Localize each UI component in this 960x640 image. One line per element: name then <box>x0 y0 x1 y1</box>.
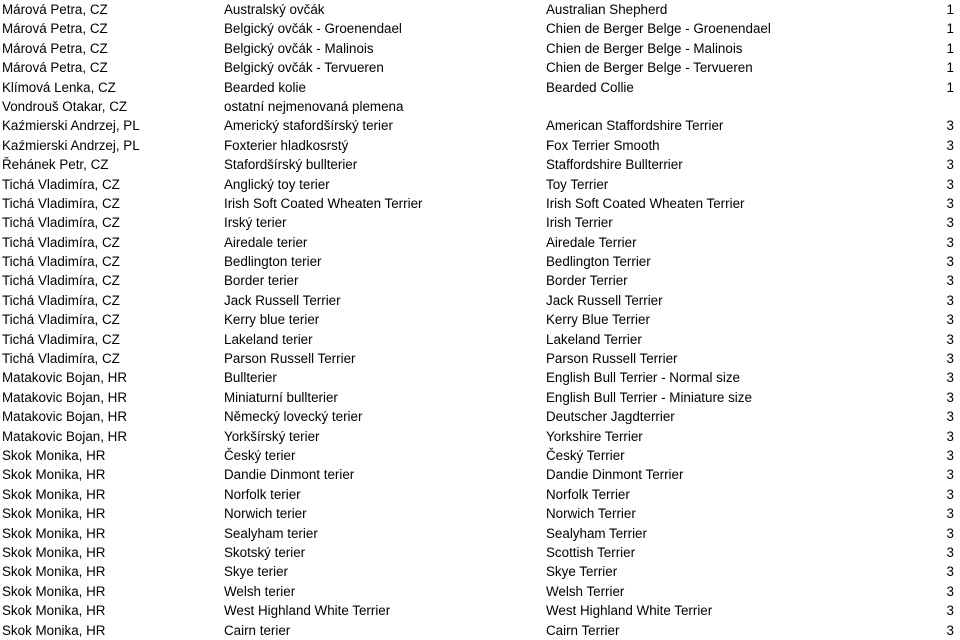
table-row <box>0 97 960 116</box>
breed-name-cell: Irish Soft Coated Wheaten Terrier <box>546 195 745 211</box>
judge-cell: Skok Monika, HR <box>2 506 106 522</box>
breed-czech-cell: Dandie Dinmont terier <box>224 467 355 483</box>
judge-cell: Márová Petra, CZ <box>2 2 108 17</box>
breed-name-cell: Dandie Dinmont Terrier <box>546 467 684 483</box>
fci-group-cell: 3 <box>946 273 954 289</box>
fci-group-cell: 3 <box>946 331 954 347</box>
table-row <box>0 19 960 38</box>
breed-name-cell: Border Terrier <box>546 273 628 289</box>
breed-name-cell: English Bull Terrier - Normal size <box>546 370 740 386</box>
breed-czech-cell: Anglický toy terier <box>224 176 330 192</box>
breed-name-cell: Irish Terrier <box>546 215 613 231</box>
fci-group-cell: 3 <box>946 544 954 560</box>
table-row <box>0 504 960 523</box>
judge-cell: Tichá Vladimíra, CZ <box>2 176 120 192</box>
judge-cell: Skok Monika, HR <box>2 622 106 638</box>
judge-cell: Tichá Vladimíra, CZ <box>2 195 120 211</box>
fci-group-cell: 3 <box>946 506 954 522</box>
table-row <box>0 446 960 465</box>
fci-group-cell: 3 <box>946 389 954 405</box>
table-row <box>0 601 960 620</box>
breed-name-cell: Toy Terrier <box>546 176 609 192</box>
table-row <box>0 116 960 135</box>
judge-cell: Kaźmierski Andrzej, PL <box>2 118 140 134</box>
judge-cell: Skok Monika, HR <box>2 544 106 560</box>
fci-group-cell: 3 <box>946 137 954 153</box>
fci-group-cell: 1 <box>946 40 954 56</box>
fci-group-cell: 3 <box>946 564 954 580</box>
breed-czech-cell: Parson Russell Terrier <box>224 351 356 367</box>
table-row <box>0 543 960 562</box>
judge-cell: Márová Petra, CZ <box>2 40 108 56</box>
fci-group-cell: 3 <box>946 622 954 638</box>
breed-name-cell: Chien de Berger Belge - Groenendael <box>546 21 771 37</box>
fci-group-cell: 3 <box>946 409 954 425</box>
judge-cell: Tichá Vladimíra, CZ <box>2 254 120 270</box>
fci-group-cell: 3 <box>946 195 954 211</box>
fci-group-cell: 3 <box>946 370 954 386</box>
table-row <box>0 485 960 504</box>
breed-czech-cell: Americký stafordšírský terier <box>224 118 393 134</box>
judge-cell: Tichá Vladimíra, CZ <box>2 234 120 250</box>
breed-name-cell: Sealyham Terrier <box>546 525 647 541</box>
breed-czech-cell: Norfolk terier <box>224 486 301 502</box>
breed-name-cell: Kerry Blue Terrier <box>546 312 650 328</box>
breed-czech-cell: Sealyham terier <box>224 525 318 541</box>
table-row <box>0 58 960 77</box>
table-row <box>0 330 960 349</box>
judge-cell: Matakovic Bojan, HR <box>2 428 128 444</box>
breed-name-cell: Bedlington Terrier <box>546 254 651 270</box>
judge-cell: Márová Petra, CZ <box>2 60 108 76</box>
table-row <box>0 349 960 368</box>
breed-czech-cell: Belgický ovčák - Groenendael <box>224 21 402 37</box>
breed-name-cell: Airedale Terrier <box>546 234 637 250</box>
breed-czech-cell: Welsh terier <box>224 583 296 599</box>
breed-czech-cell: Německý lovecký terier <box>224 409 363 425</box>
breed-name-cell: Norwich Terrier <box>546 506 636 522</box>
fci-group-cell: 1 <box>946 21 954 37</box>
judge-cell: Skok Monika, HR <box>2 467 106 483</box>
breed-name-cell: Chien de Berger Belge - Malinois <box>546 40 743 56</box>
table-row <box>0 78 960 97</box>
judge-cell: Řehánek Petr, CZ <box>2 157 109 173</box>
table-row <box>0 194 960 213</box>
fci-group-cell: 3 <box>946 603 954 619</box>
judge-cell: Skok Monika, HR <box>2 525 106 541</box>
breed-name-cell: Lakeland Terrier <box>546 331 642 347</box>
table-row <box>0 136 960 155</box>
fci-group-cell: 3 <box>946 176 954 192</box>
breed-czech-cell: Foxterier hladkosrstý <box>224 137 349 153</box>
judge-cell: Klímová Lenka, CZ <box>2 79 116 95</box>
fci-group-cell: 3 <box>946 467 954 483</box>
breed-czech-cell: Airedale terier <box>224 234 308 250</box>
breed-name-cell: Fox Terrier Smooth <box>546 137 660 153</box>
fci-group-cell: 1 <box>946 79 954 95</box>
breed-czech-cell: Norwich terier <box>224 506 307 522</box>
fci-group-cell: 1 <box>946 2 954 17</box>
breed-czech-cell: West Highland White Terrier <box>224 603 391 619</box>
judge-cell: Tichá Vladimíra, CZ <box>2 273 120 289</box>
fci-group-cell: 3 <box>946 292 954 308</box>
table-row <box>0 155 960 174</box>
judge-cell: Matakovic Bojan, HR <box>2 409 128 425</box>
breed-czech-cell: Cairn terier <box>224 622 291 638</box>
table-row <box>0 524 960 543</box>
judge-cell: Tichá Vladimíra, CZ <box>2 215 120 231</box>
breed-czech-cell: Border terier <box>224 273 299 289</box>
breed-name-cell: Australian Shepherd <box>546 2 668 17</box>
breed-czech-cell: Miniaturní bullterier <box>224 389 338 405</box>
breed-name-cell: Chien de Berger Belge - Tervueren <box>546 60 753 76</box>
fci-group-cell: 3 <box>946 254 954 270</box>
judge-cell: Skok Monika, HR <box>2 486 106 502</box>
breed-name-cell: Český Terrier <box>546 447 625 463</box>
breed-czech-cell: Stafordšírský bullterier <box>224 157 358 173</box>
fci-group-cell: 3 <box>946 525 954 541</box>
table-row <box>0 271 960 290</box>
breed-czech-cell: Skotský terier <box>224 544 306 560</box>
judge-cell: Tichá Vladimíra, CZ <box>2 312 120 328</box>
judge-cell: Vondrouš Otakar, CZ <box>2 98 128 114</box>
breed-name-cell: English Bull Terrier - Miniature size <box>546 389 752 405</box>
table-row <box>0 407 960 426</box>
breed-name-cell: Parson Russell Terrier <box>546 351 678 367</box>
breed-czech-cell: Belgický ovčák - Tervueren <box>224 60 384 76</box>
table-row <box>0 291 960 310</box>
fci-group-cell: 3 <box>946 486 954 502</box>
table-row <box>0 0 960 19</box>
table-row <box>0 233 960 252</box>
breed-name-cell: Yorkshire Terrier <box>546 428 643 444</box>
breed-name-cell: Bearded Collie <box>546 79 634 95</box>
judge-cell: Tichá Vladimíra, CZ <box>2 351 120 367</box>
table-row <box>0 582 960 601</box>
judge-cell: Matakovic Bojan, HR <box>2 389 128 405</box>
judge-cell: Skok Monika, HR <box>2 603 106 619</box>
breed-czech-cell: Irský terier <box>224 215 287 231</box>
fci-group-cell: 3 <box>946 428 954 444</box>
table-row <box>0 427 960 446</box>
table-row <box>0 368 960 387</box>
fci-group-cell: 3 <box>946 118 954 134</box>
fci-group-cell: 3 <box>946 234 954 250</box>
fci-group-cell: 3 <box>946 157 954 173</box>
fci-group-cell: 3 <box>946 215 954 231</box>
table-row <box>0 465 960 484</box>
judge-cell: Matakovic Bojan, HR <box>2 370 128 386</box>
breed-czech-cell: Irish Soft Coated Wheaten Terrier <box>224 195 423 211</box>
table-row <box>0 310 960 329</box>
breed-name-cell: Skye Terrier <box>546 564 618 580</box>
table-row <box>0 39 960 58</box>
breed-czech-cell: Jack Russell Terrier <box>224 292 341 308</box>
breed-name-cell: Staffordshire Bullterrier <box>546 157 683 173</box>
breed-name-cell: Deutscher Jagdterrier <box>546 409 675 425</box>
breed-czech-cell: Skye terier <box>224 564 288 580</box>
breed-name-cell: Cairn Terrier <box>546 622 620 638</box>
judge-cell: Skok Monika, HR <box>2 564 106 580</box>
judge-cell: Márová Petra, CZ <box>2 21 108 37</box>
fci-group-cell: 3 <box>946 351 954 367</box>
judge-cell: Tichá Vladimíra, CZ <box>2 331 120 347</box>
breed-czech-cell: Kerry blue terier <box>224 312 320 328</box>
judge-cell: Tichá Vladimíra, CZ <box>2 292 120 308</box>
fci-group-cell: 3 <box>946 447 954 463</box>
table-row <box>0 562 960 581</box>
fci-group-cell: 3 <box>946 583 954 599</box>
breed-czech-cell: Lakeland terier <box>224 331 313 347</box>
judge-cell: Skok Monika, HR <box>2 447 106 463</box>
table-row <box>0 213 960 232</box>
judge-cell: Skok Monika, HR <box>2 583 106 599</box>
table-row <box>0 252 960 271</box>
breed-name-cell: Jack Russell Terrier <box>546 292 663 308</box>
breed-czech-cell: Australský ovčák <box>224 2 325 17</box>
breed-czech-cell: Bearded kolie <box>224 79 306 95</box>
breed-czech-cell: Yorkšírský terier <box>224 428 320 444</box>
breed-name-cell: American Staffordshire Terrier <box>546 118 724 134</box>
breed-czech-cell: Český terier <box>224 447 296 463</box>
fci-group-cell: 3 <box>946 312 954 328</box>
breed-name-cell: Scottish Terrier <box>546 544 636 560</box>
table-row <box>0 175 960 194</box>
breed-czech-cell: Bedlington terier <box>224 254 322 270</box>
breed-czech-cell: ostatní nejmenovaná plemena <box>224 98 404 114</box>
judge-cell: Kaźmierski Andrzej, PL <box>2 137 140 153</box>
breed-name-cell: Norfolk Terrier <box>546 486 630 502</box>
breed-name-cell: West Highland White Terrier <box>546 603 713 619</box>
breed-czech-cell: Belgický ovčák - Malinois <box>224 40 374 56</box>
breed-name-cell: Welsh Terrier <box>546 583 625 599</box>
table-row <box>0 388 960 407</box>
fci-group-cell: 1 <box>946 60 954 76</box>
breed-czech-cell: Bullterier <box>224 370 277 386</box>
